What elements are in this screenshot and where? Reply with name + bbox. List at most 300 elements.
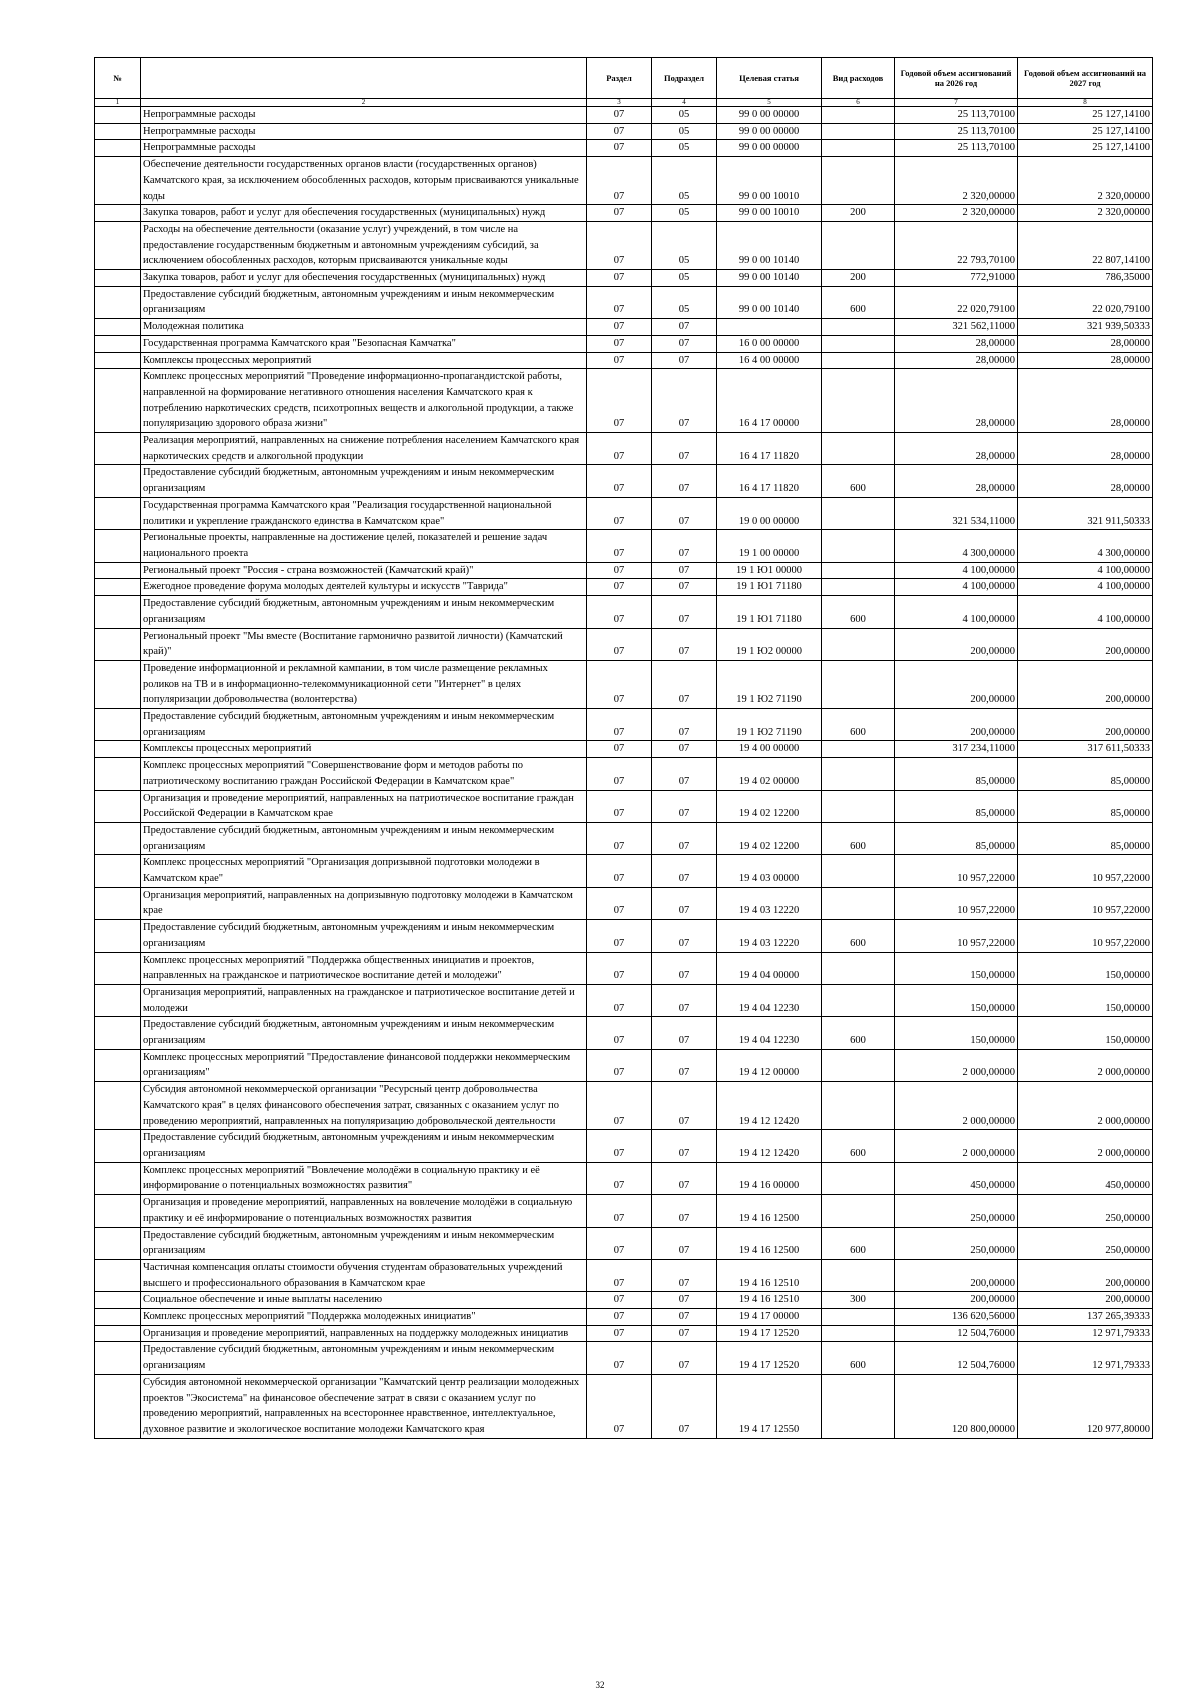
amount-2027-cell: 4 100,00000 [1018,596,1153,628]
amount-2027-cell: 10 957,22000 [1018,920,1153,952]
kind-cell [822,107,895,124]
subsection-cell: 07 [652,1292,717,1309]
name-cell: Комплекс процессных мероприятий "Проведение информационно-пропагандистской работы, направленной на формирование негативного отношения населения Камчатского края к потреблению наркотических средств, психотропных веществ и алкогольной продукции, а также популяризацию здорового образа жизни" [141,369,587,433]
row-number-cell [95,579,141,596]
section-cell: 07 [587,920,652,952]
section-cell: 07 [587,286,652,318]
section-cell: 07 [587,140,652,157]
amount-2026-cell: 12 504,76000 [895,1325,1018,1342]
name-cell: Комплекс процессных мероприятий "Совершенствование форм и методов работы по патриотическому воспитанию граждан Российской Федерации в Камчатском крае" [141,758,587,790]
section-cell: 07 [587,1195,652,1227]
target-cell: 19 4 00 00000 [717,741,822,758]
table-row [95,1325,1153,1342]
subsection-cell: 07 [652,562,717,579]
amount-2027-cell: 2 000,00000 [1018,1130,1153,1162]
amount-2026-cell: 150,00000 [895,952,1018,984]
amount-2026-cell: 10 957,22000 [895,920,1018,952]
table-row [95,286,1153,318]
section-cell: 07 [587,579,652,596]
amount-2026-cell: 200,00000 [895,709,1018,741]
target-cell: 19 4 03 12220 [717,887,822,919]
row-number-cell [95,596,141,628]
kind-cell [822,952,895,984]
table-row [95,352,1153,369]
kind-cell [822,855,895,887]
amount-2026-cell: 772,91000 [895,270,1018,287]
subsection-cell: 07 [652,369,717,433]
subsection-cell: 07 [652,1309,717,1326]
kind-cell [822,221,895,269]
row-number-cell [95,1374,141,1438]
name-cell: Предоставление субсидий бюджетным, автономным учреждениям и иным некоммерческим организациям [141,1227,587,1259]
target-cell: 19 0 00 00000 [717,497,822,529]
section-cell: 07 [587,1309,652,1326]
name-cell: Социальное обеспечение и иные выплаты населению [141,1292,587,1309]
table-row [95,433,1153,465]
amount-2027-cell: 4 300,00000 [1018,530,1153,562]
column-number: 1 [95,99,141,107]
row-number-cell [95,1309,141,1326]
subsection-cell: 07 [652,741,717,758]
subsection-cell: 07 [652,1082,717,1130]
section-cell: 07 [587,433,652,465]
target-cell: 19 1 00 00000 [717,530,822,562]
amount-2026-cell: 22 020,79100 [895,286,1018,318]
kind-cell [822,140,895,157]
subsection-cell: 07 [652,1017,717,1049]
header-kind: Вид расходов [822,58,895,99]
table-row [95,1049,1153,1081]
amount-2027-cell: 2 320,00000 [1018,157,1153,205]
name-cell: Предоставление субсидий бюджетным, автономным учреждениям и иным некоммерческим организациям [141,920,587,952]
row-number-cell [95,530,141,562]
subsection-cell: 07 [652,335,717,352]
name-cell: Предоставление субсидий бюджетным, автономным учреждениям и иным некоммерческим организациям [141,1017,587,1049]
kind-cell [822,628,895,660]
amount-2026-cell: 25 113,70100 [895,123,1018,140]
kind-cell [822,984,895,1016]
target-cell: 19 1 Ю1 00000 [717,562,822,579]
subsection-cell: 07 [652,497,717,529]
section-cell: 07 [587,1342,652,1374]
row-number-cell [95,465,141,497]
amount-2026-cell: 150,00000 [895,984,1018,1016]
section-cell: 07 [587,741,652,758]
table-row [95,123,1153,140]
target-cell: 19 4 16 12510 [717,1292,822,1309]
row-number-cell [95,497,141,529]
target-cell: 19 4 17 12550 [717,1374,822,1438]
name-cell: Организация мероприятий, направленных на допризывную подготовку молодежи в Камчатском крае [141,887,587,919]
amount-2027-cell: 321 939,50333 [1018,319,1153,336]
target-cell: 19 4 02 12200 [717,822,822,854]
amount-2027-cell: 150,00000 [1018,952,1153,984]
subsection-cell: 07 [652,1227,717,1259]
row-number-cell [95,123,141,140]
table-row [95,1374,1153,1438]
subsection-cell: 07 [652,758,717,790]
section-cell: 07 [587,319,652,336]
section-cell: 07 [587,369,652,433]
name-cell: Региональный проект "Россия - страна возможностей (Камчатский край)" [141,562,587,579]
section-cell: 07 [587,497,652,529]
kind-cell [822,369,895,433]
amount-2026-cell: 12 504,76000 [895,1342,1018,1374]
row-number-cell [95,1082,141,1130]
subsection-cell: 05 [652,157,717,205]
name-cell: Частичная компенсация оплаты стоимости обучения студентам образовательных учреждений высшего и профессионального образования в Камчатском крае [141,1259,587,1291]
name-cell: Региональный проект "Мы вместе (Воспитание гармонично развитой личности) (Камчатский край)" [141,628,587,660]
amount-2027-cell: 321 911,50333 [1018,497,1153,529]
name-cell: Комплекс процессных мероприятий "Вовлечение молодёжи в социальную практику и её информирование о потенциальных возможностях развития" [141,1162,587,1194]
subsection-cell: 07 [652,660,717,708]
name-cell: Непрограммные расходы [141,107,587,124]
row-number-cell [95,140,141,157]
kind-cell [822,1309,895,1326]
row-number-cell [95,369,141,433]
section-cell: 07 [587,123,652,140]
row-number-cell [95,660,141,708]
section-cell: 07 [587,157,652,205]
row-number-cell [95,352,141,369]
amount-2027-cell: 28,00000 [1018,433,1153,465]
amount-2027-cell: 150,00000 [1018,1017,1153,1049]
kind-cell [822,579,895,596]
subsection-cell: 07 [652,709,717,741]
header-target: Целевая статья [717,58,822,99]
name-cell: Организация мероприятий, направленных на гражданское и патриотическое воспитание детей и молодежи [141,984,587,1016]
table-row [95,465,1153,497]
kind-cell [822,1374,895,1438]
row-number-cell [95,270,141,287]
section-cell: 07 [587,221,652,269]
target-cell: 19 4 03 12220 [717,920,822,952]
target-cell: 19 1 Ю1 71180 [717,596,822,628]
section-cell: 07 [587,596,652,628]
row-number-cell [95,822,141,854]
kind-cell [822,352,895,369]
name-cell: Непрограммные расходы [141,123,587,140]
subsection-cell: 07 [652,596,717,628]
row-number-cell [95,1342,141,1374]
table-row [95,596,1153,628]
row-number-cell [95,1292,141,1309]
kind-cell: 300 [822,1292,895,1309]
table-row [95,1130,1153,1162]
amount-2026-cell: 2 000,00000 [895,1130,1018,1162]
amount-2027-cell: 85,00000 [1018,790,1153,822]
budget-table [94,57,1153,1439]
subsection-cell: 07 [652,1374,717,1438]
amount-2026-cell: 200,00000 [895,628,1018,660]
row-number-cell [95,433,141,465]
amount-2026-cell: 28,00000 [895,369,1018,433]
section-cell: 07 [587,822,652,854]
table-row [95,920,1153,952]
subsection-cell: 05 [652,286,717,318]
subsection-cell: 07 [652,628,717,660]
table-header [95,58,1153,107]
table-row [95,530,1153,562]
name-cell: Расходы на обеспечение деятельности (оказание услуг) учреждений, в том числе на предоставление государственным бюджетным и автономным учреждениям субсидий, за исключением обособленных расходов, которым присваиваются уникальные коды [141,221,587,269]
name-cell: Предоставление субсидий бюджетным, автономным учреждениям и иным некоммерческим организациям [141,286,587,318]
table-body [95,107,1153,1439]
amount-2026-cell: 2 320,00000 [895,157,1018,205]
amount-2027-cell: 150,00000 [1018,984,1153,1016]
amount-2026-cell: 10 957,22000 [895,855,1018,887]
name-cell: Комплексы процессных мероприятий [141,352,587,369]
kind-cell [822,1195,895,1227]
row-number-cell [95,335,141,352]
section-cell: 07 [587,984,652,1016]
amount-2027-cell: 22 020,79100 [1018,286,1153,318]
amount-2027-cell: 200,00000 [1018,660,1153,708]
kind-cell: 600 [822,1130,895,1162]
subsection-cell: 07 [652,1195,717,1227]
subsection-cell: 07 [652,1342,717,1374]
table-row [95,952,1153,984]
target-cell: 99 0 00 00000 [717,140,822,157]
amount-2027-cell: 4 100,00000 [1018,579,1153,596]
amount-2026-cell: 2 000,00000 [895,1049,1018,1081]
kind-cell: 600 [822,465,895,497]
section-cell: 07 [587,530,652,562]
amount-2026-cell: 28,00000 [895,335,1018,352]
name-cell: Ежегодное проведение форума молодых деятелей культуры и искусств "Таврида" [141,579,587,596]
amount-2027-cell: 25 127,14100 [1018,140,1153,157]
subsection-cell: 07 [652,1162,717,1194]
subsection-cell: 05 [652,123,717,140]
amount-2026-cell: 200,00000 [895,1292,1018,1309]
section-cell: 07 [587,1325,652,1342]
table-row [95,790,1153,822]
header-name [141,58,587,99]
table-row [95,1017,1153,1049]
amount-2027-cell: 28,00000 [1018,369,1153,433]
table-row [95,758,1153,790]
row-number-cell [95,855,141,887]
table-row [95,497,1153,529]
amount-2027-cell: 137 265,39333 [1018,1309,1153,1326]
amount-2027-cell: 22 807,14100 [1018,221,1153,269]
amount-2027-cell: 28,00000 [1018,465,1153,497]
table-row [95,984,1153,1016]
amount-2027-cell: 2 000,00000 [1018,1049,1153,1081]
amount-2026-cell: 450,00000 [895,1162,1018,1194]
table-row [95,855,1153,887]
amount-2026-cell: 136 620,56000 [895,1309,1018,1326]
kind-cell [822,660,895,708]
row-number-cell [95,758,141,790]
target-cell: 19 4 17 00000 [717,1309,822,1326]
name-cell: Государственная программа Камчатского края "Реализация государственной национальной политики и укрепление гражданского единства в Камчатском крае" [141,497,587,529]
subsection-cell: 05 [652,205,717,222]
amount-2027-cell: 10 957,22000 [1018,855,1153,887]
amount-2026-cell: 321 534,11000 [895,497,1018,529]
amount-2026-cell: 150,00000 [895,1017,1018,1049]
target-cell: 19 4 03 00000 [717,855,822,887]
table-row [95,1227,1153,1259]
subsection-cell: 07 [652,319,717,336]
target-cell: 16 4 17 11820 [717,465,822,497]
amount-2026-cell: 22 793,70100 [895,221,1018,269]
subsection-cell: 07 [652,1049,717,1081]
amount-2026-cell: 2 000,00000 [895,1082,1018,1130]
table-row [95,205,1153,222]
target-cell: 99 0 00 10010 [717,157,822,205]
section-cell: 07 [587,660,652,708]
subsection-cell: 07 [652,920,717,952]
name-cell: Региональные проекты, направленные на достижение целей, показателей и решение задач национального проекта [141,530,587,562]
target-cell: 19 4 16 12500 [717,1195,822,1227]
amount-2026-cell: 321 562,11000 [895,319,1018,336]
target-cell: 99 0 00 10140 [717,270,822,287]
table-row [95,1292,1153,1309]
kind-cell: 200 [822,270,895,287]
row-number-cell [95,1130,141,1162]
kind-cell: 600 [822,1342,895,1374]
name-cell: Предоставление субсидий бюджетным, автономным учреждениям и иным некоммерческим организациям [141,465,587,497]
subsection-cell: 07 [652,352,717,369]
amount-2027-cell: 200,00000 [1018,628,1153,660]
name-cell: Предоставление субсидий бюджетным, автономным учреждениям и иным некоммерческим организациям [141,822,587,854]
name-cell: Предоставление субсидий бюджетным, автономным учреждениям и иным некоммерческим организациям [141,1130,587,1162]
row-number-cell [95,952,141,984]
section-cell: 07 [587,1162,652,1194]
amount-2026-cell: 28,00000 [895,352,1018,369]
name-cell: Государственная программа Камчатского края "Безопасная Камчатка" [141,335,587,352]
name-cell: Непрограммные расходы [141,140,587,157]
header-section: Раздел [587,58,652,99]
row-number-cell [95,709,141,741]
name-cell: Предоставление субсидий бюджетным, автономным учреждениям и иным некоммерческим организациям [141,596,587,628]
target-cell: 16 0 00 00000 [717,335,822,352]
name-cell: Организация и проведение мероприятий, направленных на поддержку молодежных инициатив [141,1325,587,1342]
amount-2026-cell: 85,00000 [895,758,1018,790]
table-row [95,1259,1153,1291]
target-cell: 19 4 16 00000 [717,1162,822,1194]
section-cell: 07 [587,1259,652,1291]
table-row [95,709,1153,741]
kind-cell [822,433,895,465]
row-number-cell [95,1227,141,1259]
target-cell: 99 0 00 10140 [717,221,822,269]
kind-cell [822,123,895,140]
row-number-cell [95,920,141,952]
target-cell: 99 0 00 10010 [717,205,822,222]
kind-cell [822,741,895,758]
amount-2026-cell: 317 234,11000 [895,741,1018,758]
table-row [95,1082,1153,1130]
amount-2027-cell: 4 100,00000 [1018,562,1153,579]
amount-2026-cell: 4 300,00000 [895,530,1018,562]
table-row [95,1309,1153,1326]
section-cell: 07 [587,887,652,919]
subsection-cell: 07 [652,887,717,919]
subsection-cell: 05 [652,107,717,124]
target-cell: 16 4 17 00000 [717,369,822,433]
section-cell: 07 [587,465,652,497]
header-2026: Годовой объем ассигнований на 2026 год [895,58,1018,99]
section-cell: 07 [587,1130,652,1162]
amount-2027-cell: 200,00000 [1018,709,1153,741]
amount-2026-cell: 2 320,00000 [895,205,1018,222]
amount-2026-cell: 28,00000 [895,465,1018,497]
name-cell: Предоставление субсидий бюджетным, автономным учреждениям и иным некоммерческим организациям [141,1342,587,1374]
column-number: 3 [587,99,652,107]
row-number-cell [95,107,141,124]
target-cell: 19 4 17 12520 [717,1342,822,1374]
row-number-cell [95,1049,141,1081]
table-row [95,369,1153,433]
amount-2027-cell: 120 977,80000 [1018,1374,1153,1438]
amount-2026-cell: 200,00000 [895,660,1018,708]
table-row [95,221,1153,269]
kind-cell: 200 [822,205,895,222]
target-cell: 19 4 02 00000 [717,758,822,790]
section-cell: 07 [587,1017,652,1049]
target-cell: 19 1 Ю2 00000 [717,628,822,660]
header-2027: Годовой объем ассигнований на 2027 год [1018,58,1153,99]
row-number-cell [95,221,141,269]
amount-2027-cell: 25 127,14100 [1018,123,1153,140]
section-cell: 07 [587,758,652,790]
target-cell: 99 0 00 00000 [717,123,822,140]
column-number-row [95,99,1153,107]
kind-cell [822,530,895,562]
amount-2027-cell: 25 127,14100 [1018,107,1153,124]
table-row [95,1342,1153,1374]
subsection-cell: 07 [652,433,717,465]
subsection-cell: 07 [652,822,717,854]
row-number-cell [95,887,141,919]
section-cell: 07 [587,628,652,660]
amount-2026-cell: 4 100,00000 [895,579,1018,596]
name-cell: Молодежная политика [141,319,587,336]
section-cell: 07 [587,1049,652,1081]
target-cell: 19 1 Ю2 71190 [717,660,822,708]
section-cell: 07 [587,1082,652,1130]
target-cell: 99 0 00 10140 [717,286,822,318]
amount-2026-cell: 25 113,70100 [895,107,1018,124]
table-row [95,1195,1153,1227]
target-cell: 99 0 00 00000 [717,107,822,124]
subsection-cell: 05 [652,140,717,157]
subsection-cell: 05 [652,221,717,269]
section-cell: 07 [587,1227,652,1259]
amount-2026-cell: 120 800,00000 [895,1374,1018,1438]
name-cell: Комплекс процессных мероприятий "Предоставление финансовой поддержки некоммерческим организациям" [141,1049,587,1081]
name-cell: Комплекс процессных мероприятий "Поддержка молодежных инициатив" [141,1309,587,1326]
name-cell: Комплекс процессных мероприятий "Организация допризывной подготовки молодежи в Камчатском крае" [141,855,587,887]
amount-2027-cell: 85,00000 [1018,758,1153,790]
name-cell: Субсидия автономной некоммерческой организации "Камчатский центр реализации молодежных проектов "Экосистема" на финансовое обеспечение затрат в связи с оказанием услуг по проведению мероприятий, направленных на всестороннее нравственное, интеллектуальное, духовное развитие и экологическое воспитание молодежи Камчатского края [141,1374,587,1438]
section-cell: 07 [587,352,652,369]
section-cell: 07 [587,952,652,984]
amount-2027-cell: 28,00000 [1018,335,1153,352]
target-cell: 19 4 12 12420 [717,1082,822,1130]
subsection-cell: 07 [652,579,717,596]
table-row [95,335,1153,352]
amount-2026-cell: 85,00000 [895,790,1018,822]
amount-2027-cell: 786,35000 [1018,270,1153,287]
subsection-cell: 07 [652,1130,717,1162]
header-row [95,58,1153,99]
target-cell: 19 1 Ю1 71180 [717,579,822,596]
name-cell: Реализация мероприятий, направленных на снижение потребления населением Камчатского края наркотических средств и алкогольной продукции [141,433,587,465]
subsection-cell: 07 [652,855,717,887]
section-cell: 07 [587,335,652,352]
